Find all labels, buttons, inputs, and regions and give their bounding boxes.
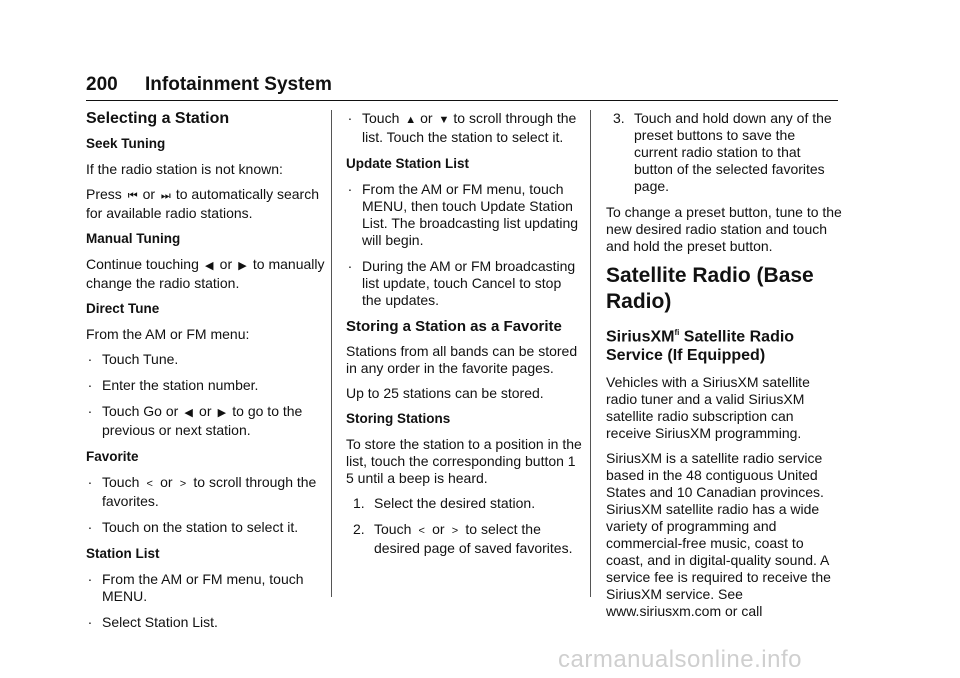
subheading-seek-tuning: Seek Tuning: [86, 136, 166, 151]
storing-paragraph-1: Stations from all bands can be stored in any order in the favorite pages.: [346, 343, 578, 376]
direct-paragraph: From the AM or FM menu:: [86, 326, 250, 342]
tune-forward-icon: ▶: [238, 260, 247, 272]
list-item: . Select Station List.: [86, 614, 326, 631]
seek-back-icon: ⏮: [127, 190, 138, 202]
list-item: . During the AM or FM broadcasting list update, touch Cancel to stop the updates.: [346, 258, 582, 309]
numbered-step: 2. Touch < or > to select the desired page of saved favorites.: [353, 521, 573, 556]
siriusxm-paragraph-2: SiriusXM is a satellite radio service based in the 48 contiguous United States and 10 Canadian provinces. SiriusXM satellite radio has a wide variety of programming and commercial-free music, coast to coast, and in digital-quality sound. A service fee is required to receive the SiriusXM service. See www.siriusxm.com or call: [606, 450, 831, 620]
tune-back-icon: ◀: [205, 260, 214, 272]
numbered-step: 3. Touch and hold down any of the preset buttons to save the current radio station to that button of the selected favorites page.: [613, 110, 832, 194]
list-item: . Touch Go or ◀ or ▶ to go to the previous or next station.: [86, 403, 326, 439]
next-icon: >: [179, 478, 187, 490]
page-number: 200: [86, 74, 118, 95]
subheading-favorite: Favorite: [86, 449, 139, 464]
storing-paragraph-2: Up to 25 stations can be stored.: [346, 385, 544, 401]
list-item: . Touch on the station to select it.: [86, 519, 326, 536]
section-title: Infotainment System: [145, 74, 332, 95]
heading-selecting-station: Selecting a Station: [86, 110, 230, 127]
column-right: [606, 110, 842, 628]
manual-paragraph: Continue touching ◀ or ▶ to manually change the radio station.: [86, 256, 325, 291]
list-item: . From the AM or FM menu, touch MENU, then touch Update Station List. The broadcasting list updating will begin.: [346, 181, 582, 249]
change-preset-paragraph: To change a preset button, tune to the new desired radio station and touch and hold the preset button.: [606, 204, 842, 254]
seek-forward-icon: ⏭: [160, 190, 171, 202]
page-header: [86, 72, 838, 101]
previous-icon: <: [418, 525, 425, 537]
list-item: . Touch Tune.: [86, 351, 326, 368]
numbered-step: 1. Select the desired station.: [353, 495, 536, 511]
heading-storing-favorite: Storing a Station as a Favorite: [346, 318, 562, 335]
trademark-mark: fi: [674, 328, 680, 337]
column-divider: [331, 110, 332, 597]
watermark: carmanualsonline.info: [558, 646, 802, 673]
previous-icon: <: [146, 478, 153, 490]
tune-back-icon: ◀: [184, 407, 193, 419]
down-arrow-icon: ▼: [438, 114, 450, 126]
seek-paragraph-1: If the radio station is not known:: [86, 161, 283, 177]
heading-satellite-radio: Satellite Radio (Base Radio): [606, 264, 814, 313]
list-item: . Enter the station number.: [86, 377, 326, 394]
siriusxm-paragraph-1: Vehicles with a SiriusXM satellite radio tuner and a valid SiriusXM satellite radio subscription can receive SiriusXM programming.: [606, 374, 810, 442]
list-item: . Touch < or > to scroll through the favorites.: [86, 474, 326, 510]
tune-forward-icon: ▶: [217, 407, 227, 419]
seek-paragraph-2: Press ⏮ or ⏭ to automatically search for available radio stations.: [86, 186, 319, 221]
next-icon: >: [451, 525, 459, 537]
subheading-manual-tuning: Manual Tuning: [86, 231, 181, 246]
column-middle: [346, 110, 582, 566]
subheading-update-station-list: Update Station List: [346, 156, 470, 171]
column-left: [86, 110, 326, 640]
list-item: . From the AM or FM menu, touch MENU.: [86, 571, 326, 605]
up-arrow-icon: ▲: [405, 114, 417, 126]
subheading-station-list: Station List: [86, 546, 160, 561]
list-item: . Touch ▲ or ▼ to scroll through the list. Touch the station to select it.: [346, 110, 582, 146]
column-divider: [590, 110, 591, 597]
subheading-storing-stations: Storing Stations: [346, 411, 451, 426]
storing-paragraph-3: To store the station to a position in the list, touch the corresponding button 1 5 until a beep is heard.: [346, 436, 582, 486]
subheading-direct-tune: Direct Tune: [86, 301, 160, 316]
heading-siriusxm-service: SiriusXM$^{fi}$ Satellite Radio Service (If Equipped): [606, 328, 795, 365]
